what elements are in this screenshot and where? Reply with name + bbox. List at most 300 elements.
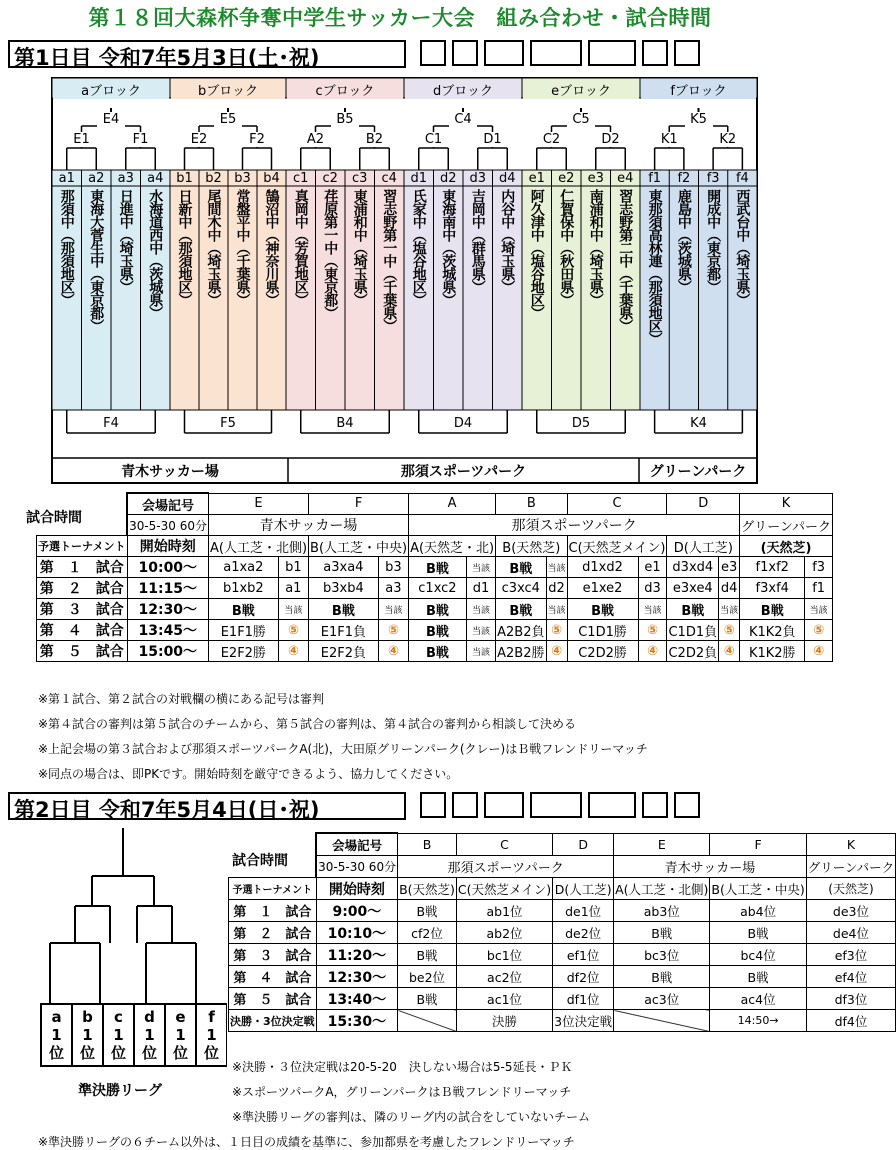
team-name: 吉岡中（群馬県）: [469, 189, 486, 293]
semifinal-slot: [72, 1003, 103, 1067]
referee-cell: a3: [378, 578, 408, 599]
day2-note: ※準決勝リーグの審判は、隣のリーグ内の試合をしていないチーム: [232, 1110, 591, 1124]
referee-cell: d3: [638, 578, 667, 599]
match-cell: d3xd4: [667, 557, 719, 578]
day1-schedule-label: 試合時間: [26, 510, 82, 526]
semifinal-label: 準決勝リーグ: [78, 1083, 162, 1099]
block-label: aブロック: [53, 80, 169, 99]
referee-cell: 当該: [278, 599, 308, 620]
venue-aoki: 青木サッカー場: [614, 856, 807, 878]
semifinal-slot: [134, 1003, 165, 1067]
slot-text: 1: [51, 1026, 62, 1044]
match-cell: E1F1勝: [208, 620, 278, 641]
match-cell: B戦: [710, 922, 806, 944]
code-K: K: [740, 493, 833, 515]
match-cell: be2位: [398, 966, 457, 988]
match-code-right: B2: [361, 132, 389, 147]
referee-cell: a1: [278, 578, 308, 599]
schedule-row: [229, 900, 896, 922]
slot-text: f: [208, 1008, 215, 1026]
match-cell: ab3位: [614, 900, 710, 922]
schedule-row: [229, 922, 896, 944]
day2-blank-boxes: [420, 792, 700, 818]
match-code-left: C1: [420, 132, 448, 147]
schedule-row: [37, 620, 833, 641]
pitch-note: (天然芝): [740, 536, 833, 557]
day2-header-box: [8, 792, 406, 820]
match-cell: ef3位: [806, 944, 895, 966]
team-code: f3: [706, 171, 720, 186]
round-label: 第 ４ 試合: [37, 620, 128, 641]
match-cell: ac3位: [614, 988, 710, 1010]
match-cell: ac4位: [710, 988, 806, 1010]
match-cell: C1D1勝: [567, 620, 638, 641]
match-cell: B戦: [398, 900, 457, 922]
referee-cell: 当該: [546, 557, 567, 578]
round-label: 第 ３ 試合: [37, 599, 128, 620]
match-code-top: B5: [331, 112, 359, 127]
match-cell: a1xa2: [208, 557, 278, 578]
match-cell: de4位: [806, 922, 895, 944]
start-time: 11:20～: [316, 944, 397, 966]
start-time: 12:30～: [127, 599, 208, 620]
slot-text: b: [82, 1008, 93, 1026]
match-cell: B戦: [496, 599, 546, 620]
col-head-time: 開始時刻: [316, 878, 397, 900]
match-cell: b3xb4: [309, 578, 379, 599]
match-cell: ab4位: [710, 900, 806, 922]
code-A: A: [409, 493, 496, 515]
pitch-note: (天然芝): [806, 878, 895, 900]
block-label: cブロック: [287, 80, 403, 99]
referee-cell: 当該: [466, 641, 495, 662]
f-cell: 14:50→: [710, 1010, 806, 1032]
match-code-left: C2: [538, 132, 566, 147]
day2-schedule-label: 試合時間: [232, 853, 288, 869]
match-cell: ab1位: [456, 900, 552, 922]
match-cell: b1xb2: [208, 578, 278, 599]
match-format: 30-5-30 60分: [127, 515, 208, 536]
pitch-note: A(人工芝・北側): [614, 878, 710, 900]
match-code-left: A2: [302, 132, 330, 147]
team-name: 鹿島中（茨城県）: [675, 189, 692, 293]
match-cell: de3位: [806, 900, 895, 922]
round-label: 第 ５ 試合: [37, 641, 128, 662]
team-code: e4: [617, 171, 634, 186]
day2-note: ※決勝・３位決定戦は20-5-20 決しない場合は5-5延長・ＰＫ: [232, 1060, 573, 1074]
match-code-right: D2: [597, 132, 625, 147]
match-cell: de2位: [553, 922, 614, 944]
slot-text: 1: [82, 1026, 93, 1044]
day1-note: ※上記会場の第３試合および那須スポーツパークA(北)，大田原グリーンパーク(クレー)はＢ戦フレンドリーマッチ: [38, 742, 648, 756]
team-name: 習志野第一中（千葉県）: [381, 189, 398, 332]
slot-text: 位: [141, 1044, 157, 1062]
match-code-bottom: K4: [685, 416, 713, 431]
team-name: 日新中（那須地区）: [176, 189, 193, 306]
match-cell: e1xe2: [567, 578, 638, 599]
match-cell: A2B2負: [496, 620, 546, 641]
match-cell: B戦: [208, 599, 278, 620]
match-cell: df1位: [553, 988, 614, 1010]
match-cell: bc1位: [456, 944, 552, 966]
match-cell: E2F2勝: [208, 641, 278, 662]
schedule-row: [37, 557, 833, 578]
match-code-bottom: D5: [567, 416, 595, 431]
match-cell: ab2位: [456, 922, 552, 944]
third-place-cell: 3位決定戦: [553, 1010, 614, 1032]
match-cell: B戦: [567, 599, 638, 620]
match-cell: df2位: [553, 966, 614, 988]
col-head-round: 予選トーナメント: [37, 536, 128, 557]
match-cell: K1K2勝: [740, 641, 805, 662]
team-name: 那須中（那須地区）: [58, 189, 75, 306]
team-name: 鵠沼中（神奈川県）: [263, 189, 280, 306]
team-code: b4: [263, 171, 280, 186]
pitch-note: A(天然芝・北): [409, 536, 496, 557]
referee-cell: ④: [719, 641, 740, 662]
schedule-row: [37, 578, 833, 599]
team-name: 東海南中（茨城県）: [440, 189, 457, 306]
referee-cell: ④: [546, 641, 567, 662]
final-round-label: 決勝・3位決定戦: [229, 1010, 317, 1032]
team-name: 水海道西中（茨城県）: [147, 189, 164, 319]
team-code: e3: [587, 171, 604, 186]
match-cell: B戦: [309, 599, 379, 620]
start-time: 11:15～: [127, 578, 208, 599]
referee-cell: e1: [638, 557, 667, 578]
venue-green: グリーンパーク: [740, 515, 833, 536]
code-C: C: [456, 833, 552, 856]
pitch-note: A(人工芝・北側): [208, 536, 308, 557]
team-code: a1: [58, 171, 75, 186]
day1-bracket: [52, 78, 757, 483]
k-cell: df4位: [806, 1010, 895, 1032]
referee-cell: 当該: [466, 620, 495, 641]
page-title: 第１８回大森杯争奪中学生サッカー大会 組み合わせ・試合時間: [88, 6, 712, 30]
match-cell: ef1位: [553, 944, 614, 966]
referee-cell: 当該: [466, 557, 495, 578]
match-cell: B戦: [614, 966, 710, 988]
code-D: D: [553, 833, 614, 856]
referee-cell: ④: [805, 641, 833, 662]
block-label: bブロック: [171, 80, 285, 99]
start-time: 13:45～: [127, 620, 208, 641]
final-time: 15:30～: [316, 1010, 397, 1032]
code-F: F: [710, 833, 806, 856]
day1-schedule-table: [36, 492, 833, 662]
team-code: b1: [176, 171, 193, 186]
slot-text: 位: [79, 1044, 95, 1062]
match-code-right: D1: [479, 132, 507, 147]
code-B: B: [398, 833, 457, 856]
slot-text: 位: [172, 1044, 188, 1062]
round-label: 第 ５ 試合: [229, 988, 317, 1010]
match-code-left: E2: [185, 132, 213, 147]
pitch-note: C(天然芝メイン): [456, 878, 552, 900]
team-code: c3: [352, 171, 368, 186]
team-code: f1: [648, 171, 662, 186]
match-cell: B戦: [409, 557, 467, 578]
venue-aoki: 青木サッカー場: [208, 515, 408, 536]
match-cell: B戦: [409, 620, 467, 641]
round-label: 第 １ 試合: [229, 900, 317, 922]
match-cell: C2D2勝: [567, 641, 638, 662]
team-name: 内谷中（埼玉県）: [499, 189, 516, 293]
round-label: 第 ２ 試合: [229, 922, 317, 944]
venue-nasu: 那須スポーツパーク: [409, 515, 740, 536]
semifinal-slot: [165, 1003, 196, 1067]
schedule-row: [229, 988, 896, 1010]
venue-code-label: 会場記号: [316, 833, 397, 856]
match-code-bottom: F5: [214, 416, 242, 431]
slash-cell: [398, 1010, 457, 1032]
referee-cell: 当該: [466, 599, 495, 620]
team-name: 習志野第二中（千葉県）: [617, 189, 634, 332]
match-cell: B戦: [409, 641, 467, 662]
referee-cell: b1: [278, 557, 308, 578]
referee-cell: 当該: [805, 599, 833, 620]
team-name: 氏家中（塩谷地区）: [410, 189, 427, 306]
day2-note: ※スポーツパークA，グリーンパークはＢ戦フレンドリーマッチ: [232, 1085, 572, 1099]
block-label: eブロック: [523, 80, 639, 99]
pitch-note: D(人工芝): [667, 536, 740, 557]
day2-schedule-table: [228, 832, 896, 1032]
team-code: c2: [322, 171, 338, 186]
match-cell: K1K2負: [740, 620, 805, 641]
match-code-bottom: F4: [97, 416, 125, 431]
match-code-right: F2: [243, 132, 271, 147]
referee-cell: ⑤: [719, 620, 740, 641]
match-cell: B戦: [398, 944, 457, 966]
match-code-right: F1: [127, 132, 155, 147]
round-label: 第 ２ 試合: [37, 578, 128, 599]
team-name: 真岡中（芳賀地区）: [292, 189, 309, 306]
code-F: F: [309, 493, 409, 515]
match-cell: df3位: [806, 988, 895, 1010]
team-code: a4: [147, 171, 164, 186]
team-code: d2: [439, 171, 457, 186]
match-cell: B戦: [398, 988, 457, 1010]
match-cell: B戦: [409, 599, 467, 620]
day2-note: ※準決勝リーグの６チーム以外は、１日目の成績を基準に、参加都県を考慮したフレンドリーマッチ: [38, 1135, 575, 1149]
team-code: b3: [234, 171, 251, 186]
venue-label: 那須スポーツパーク: [400, 464, 527, 480]
schedule-row: [229, 944, 896, 966]
pitch-note: D(人工芝): [553, 878, 614, 900]
round-label: 第 １ 試合: [37, 557, 128, 578]
referee-cell: ⑤: [278, 620, 308, 641]
referee-cell: 当該: [546, 599, 567, 620]
referee-cell: 当該: [638, 599, 667, 620]
referee-cell: d4: [719, 578, 740, 599]
slot-text: c: [114, 1008, 123, 1026]
referee-cell: f1: [805, 578, 833, 599]
match-cell: bc4位: [710, 944, 806, 966]
semifinal-slot: [40, 1003, 72, 1067]
referee-cell: ⑤: [378, 620, 408, 641]
match-cell: E1F1負: [309, 620, 379, 641]
venue-label: 青木サッカー場: [121, 464, 219, 480]
match-cell: cf2位: [398, 922, 457, 944]
team-code: e1: [528, 171, 545, 186]
team-code: c4: [381, 171, 397, 186]
match-cell: B戦: [710, 966, 806, 988]
schedule-row: [229, 966, 896, 988]
match-cell: E2F2負: [309, 641, 379, 662]
team-code: f2: [677, 171, 691, 186]
match-cell: ef4位: [806, 966, 895, 988]
slot-text: 位: [48, 1044, 64, 1062]
col-head-round: 予選トーナメント: [229, 878, 317, 900]
team-name: 南浦和中（埼玉県）: [587, 189, 604, 306]
team-code: a3: [117, 171, 134, 186]
referee-cell: d2: [546, 578, 567, 599]
schedule-row: [37, 641, 833, 662]
match-code-top: E4: [97, 112, 125, 127]
day1-note: ※第４試合の審判は第５試合のチームから、第５試合の審判は、第４試合の審判から相談して決める: [38, 717, 577, 731]
match-cell: B戦: [614, 922, 710, 944]
match-cell: a3xa4: [309, 557, 379, 578]
pitch-note: B(天然芝): [496, 536, 567, 557]
block-label: fブロック: [641, 80, 756, 99]
match-cell: c3xc4: [496, 578, 546, 599]
match-code-top: K5: [685, 112, 713, 127]
match-cell: ac2位: [456, 966, 552, 988]
team-name: 開成中（東京都）: [705, 189, 722, 293]
referee-cell: ④: [378, 641, 408, 662]
day2-header: 第2日目 令和7年5月4日(日･祝): [14, 798, 320, 822]
slot-text: a: [51, 1008, 62, 1026]
referee-cell: ⑤: [546, 620, 567, 641]
start-time: 12:30～: [316, 966, 397, 988]
referee-cell: e3: [719, 557, 740, 578]
slot-text: 1: [206, 1026, 217, 1044]
referee-cell: 当該: [378, 599, 408, 620]
start-time: 9:00～: [316, 900, 397, 922]
venue-green: グリーンパーク: [806, 856, 895, 878]
team-name: 西武台中（埼玉県）: [734, 189, 751, 306]
venue-nasu: 那須スポーツパーク: [398, 856, 614, 878]
code-E: E: [614, 833, 710, 856]
match-cell: ac1位: [456, 988, 552, 1010]
team-code: d3: [469, 171, 487, 186]
pitch-note: B(人工芝・中央): [710, 878, 806, 900]
start-time: 10:00～: [127, 557, 208, 578]
slot-text: 1: [113, 1026, 124, 1044]
code-E: E: [208, 493, 308, 515]
match-cell: B戦: [496, 557, 546, 578]
code-K: K: [806, 833, 895, 856]
team-name: 日進中（埼玉県）: [117, 189, 134, 293]
match-code-left: E1: [68, 132, 96, 147]
referee-cell: ⑤: [805, 620, 833, 641]
match-cell: A2B2勝: [496, 641, 546, 662]
col-head-time: 開始時刻: [127, 536, 208, 557]
day1-note: ※第１試合、第２試合の対戦欄の横にある記号は審判: [38, 692, 325, 706]
team-code: f4: [735, 171, 749, 186]
semifinal-slots: [40, 1003, 227, 1067]
match-cell: f1xf2: [740, 557, 805, 578]
referee-cell: 当該: [719, 599, 740, 620]
start-time: 15:00～: [127, 641, 208, 662]
match-code-bottom: D4: [449, 416, 477, 431]
slash-cell: [614, 1010, 710, 1032]
team-code: d1: [410, 171, 428, 186]
team-code: e2: [558, 171, 575, 186]
team-code: c1: [293, 171, 309, 186]
referee-cell: ④: [278, 641, 308, 662]
pitch-note: B(天然芝): [398, 878, 457, 900]
semifinal-slot: [103, 1003, 134, 1067]
match-code-bottom: B4: [331, 416, 359, 431]
referee-cell: b3: [378, 557, 408, 578]
match-cell: C2D2負: [667, 641, 719, 662]
match-cell: d1xd2: [567, 557, 638, 578]
match-cell: bc3位: [614, 944, 710, 966]
slot-text: 位: [203, 1044, 219, 1062]
match-cell: e3xe4: [667, 578, 719, 599]
round-label: 第 ４ 試合: [229, 966, 317, 988]
team-name: 東海大菅生中（東京都）: [88, 189, 105, 332]
code-B: B: [496, 493, 567, 515]
match-code-top: E5: [214, 112, 242, 127]
venue-label: グリーンパーク: [649, 464, 747, 480]
match-code-top: C5: [567, 112, 595, 127]
match-format: 30-5-30 60分: [316, 856, 397, 878]
team-code: d4: [498, 171, 516, 186]
round-label: 第 ３ 試合: [229, 944, 317, 966]
team-name: 東那須高林連（那須地区）: [646, 189, 663, 345]
day1-header-box: [8, 40, 406, 68]
day1-header: 第1日目 令和7年5月3日(土･祝): [14, 46, 320, 70]
team-name: 尾間木中（埼玉県）: [205, 189, 222, 306]
code-D: D: [667, 493, 740, 515]
match-code-right: K2: [714, 132, 742, 147]
match-cell: c1xc2: [409, 578, 467, 599]
match-code-left: K1: [655, 132, 683, 147]
start-time: 10:10～: [316, 922, 397, 944]
match-cell: C1D1負: [667, 620, 719, 641]
team-name: 東浦和中（埼玉県）: [351, 189, 368, 306]
slot-text: 1: [175, 1026, 186, 1044]
pitch-note: C(天然芝メイン): [567, 536, 667, 557]
slot-text: d: [144, 1008, 155, 1026]
referee-cell: d1: [466, 578, 495, 599]
final-cell: 決勝: [456, 1010, 552, 1032]
match-cell: B戦: [667, 599, 719, 620]
slot-text: 1: [144, 1026, 155, 1044]
slot-text: 位: [110, 1044, 126, 1062]
team-name: 荏原第一中（東京都）: [322, 189, 339, 319]
venue-code-label: 会場記号: [127, 493, 208, 515]
semifinal-slot: [196, 1003, 227, 1067]
referee-cell: f3: [805, 557, 833, 578]
team-code: b2: [205, 171, 222, 186]
day1-blank-boxes: [420, 40, 700, 66]
schedule-row: [37, 599, 833, 620]
start-time: 13:40～: [316, 988, 397, 1010]
day1-note: ※同点の場合は、即PKです。開始時刻を厳守できるよう、協力してください。: [38, 767, 459, 781]
match-cell: de1位: [553, 900, 614, 922]
block-label: dブロック: [405, 80, 521, 99]
pitch-note: B(人工芝・中央): [309, 536, 409, 557]
code-C: C: [567, 493, 667, 515]
team-name: 仁賀保中（秋田県）: [558, 189, 575, 306]
team-name: 常盤平中（千葉県）: [234, 189, 251, 306]
referee-cell: ④: [638, 641, 667, 662]
match-cell: B戦: [740, 599, 805, 620]
match-code-top: C4: [449, 112, 477, 127]
